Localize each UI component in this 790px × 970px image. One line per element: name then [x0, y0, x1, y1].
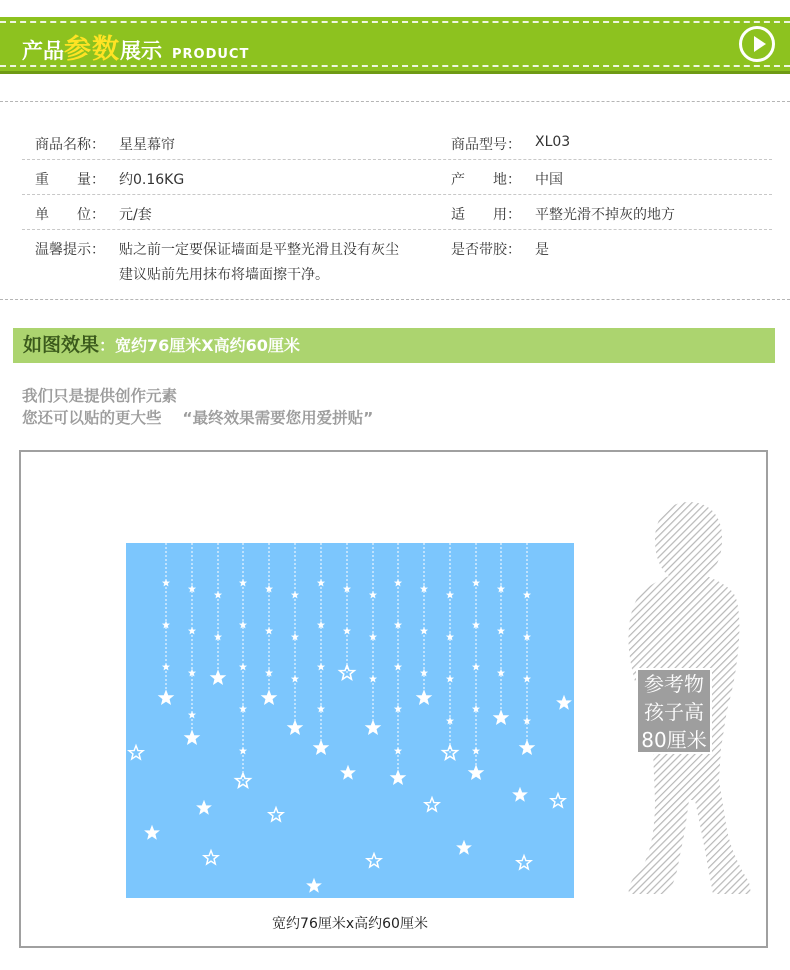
star-icon [317, 663, 324, 670]
spec-label: 是否带胶： [451, 242, 521, 258]
star-icon [494, 710, 509, 724]
star-icon [517, 856, 531, 869]
spec-value: XL03 [535, 134, 571, 150]
banner-title-english: PRODUCT [172, 47, 250, 62]
spec-value: 贴之前一定要保证墙面是平整光滑且没有灰尘 [119, 242, 399, 258]
star-icon [239, 747, 246, 754]
star-icon [394, 579, 401, 586]
spec-value: 约0.16KG [119, 172, 185, 188]
star-curtain-graphic [126, 543, 574, 898]
star-icon [188, 627, 195, 634]
star-icon [145, 826, 159, 839]
spec-row [22, 125, 772, 160]
spec-value: 是 [535, 242, 549, 258]
next-arrow-icon[interactable] [739, 26, 775, 62]
star-icon [159, 690, 174, 704]
star-icon [265, 627, 272, 634]
star-icon [369, 675, 376, 682]
star-icon [557, 696, 571, 709]
spec-value: 平整光滑不掉灰的地方 [535, 207, 675, 223]
banner-title-part-1: 产品 [22, 39, 64, 63]
star-icon [472, 747, 479, 754]
star-icon [520, 740, 535, 754]
star-icon [314, 740, 329, 754]
star-icon [185, 730, 200, 744]
star-icon [394, 663, 401, 670]
reference-line-3: 80厘米 [641, 728, 707, 752]
star-icon [420, 627, 427, 634]
star-icon [366, 720, 381, 734]
star-icon [129, 746, 143, 759]
star-icon [446, 675, 453, 682]
effect-heading-bar [13, 328, 775, 363]
star-icon [513, 788, 527, 801]
star-icon [269, 808, 283, 821]
spec-label: 产 地： [451, 172, 521, 188]
divider-top [0, 101, 790, 102]
banner-title [22, 27, 250, 65]
spec-row [22, 230, 772, 290]
spec-value: 中国 [535, 172, 563, 188]
divider-bottom [0, 299, 790, 300]
note-line-1: 我们只是提供创作元素 [22, 387, 178, 405]
star-icon [394, 747, 401, 754]
star-icon [497, 627, 504, 634]
star-icon [343, 627, 350, 634]
star-icon [457, 841, 471, 854]
spec-label: 温馨提示： [35, 242, 105, 258]
section-header-banner [0, 17, 790, 71]
spec-label: 单 位： [35, 207, 105, 223]
star-icon [211, 670, 226, 684]
star-curtain-image [126, 543, 574, 898]
spec-value: 元/套 [119, 207, 152, 223]
star-icon [472, 663, 479, 670]
star-icon [551, 794, 565, 807]
spec-value-continued: 建议贴前先用抹布将墙面擦干净。 [119, 267, 329, 283]
star-icon [417, 690, 432, 704]
star-icon [425, 798, 439, 811]
star-icon [188, 711, 195, 718]
star-icon [239, 579, 246, 586]
star-icon [391, 770, 406, 784]
star-icon [162, 663, 169, 670]
reference-line-1: 参考物 [644, 672, 704, 696]
effect-preview-frame [19, 450, 768, 948]
star-icon [197, 801, 211, 814]
star-icon [291, 591, 298, 598]
spec-row [22, 160, 772, 195]
spec-label: 商品型号： [451, 137, 521, 153]
star-icon [317, 579, 324, 586]
preview-caption: 宽约76厘米x高约60厘米 [272, 916, 428, 932]
note-line-2: 您还可以贴的更大些 “最终效果需要您用爱拼贴” [22, 409, 374, 427]
spec-label: 适 用： [451, 207, 521, 223]
effect-heading-label: 如图效果 [23, 334, 100, 356]
star-icon [446, 591, 453, 598]
reference-line-2: 孩子高 [644, 700, 704, 724]
star-icon [369, 591, 376, 598]
star-icon [162, 579, 169, 586]
banner-title-highlight: 参数 [64, 34, 120, 65]
star-icon [367, 854, 381, 867]
spec-label: 商品名称： [35, 137, 105, 153]
spec-label: 重 量： [35, 172, 105, 188]
star-icon [262, 690, 277, 704]
star-icon [472, 579, 479, 586]
star-icon [307, 879, 321, 892]
star-icon [523, 675, 530, 682]
star-icon [204, 851, 218, 864]
star-icon [291, 675, 298, 682]
effect-size-text: ：宽约76厘米X高约60厘米 [99, 336, 300, 355]
spec-value: 星星幕帘 [119, 137, 175, 153]
star-icon [214, 591, 221, 598]
product-spec-table [22, 125, 772, 290]
star-icon [523, 591, 530, 598]
star-icon [239, 663, 246, 670]
star-icon [341, 766, 355, 779]
banner-title-part-3: 展示 [120, 39, 162, 63]
spec-row [22, 195, 772, 230]
reference-label [636, 668, 712, 754]
star-icon [288, 720, 303, 734]
star-icon [469, 765, 484, 779]
